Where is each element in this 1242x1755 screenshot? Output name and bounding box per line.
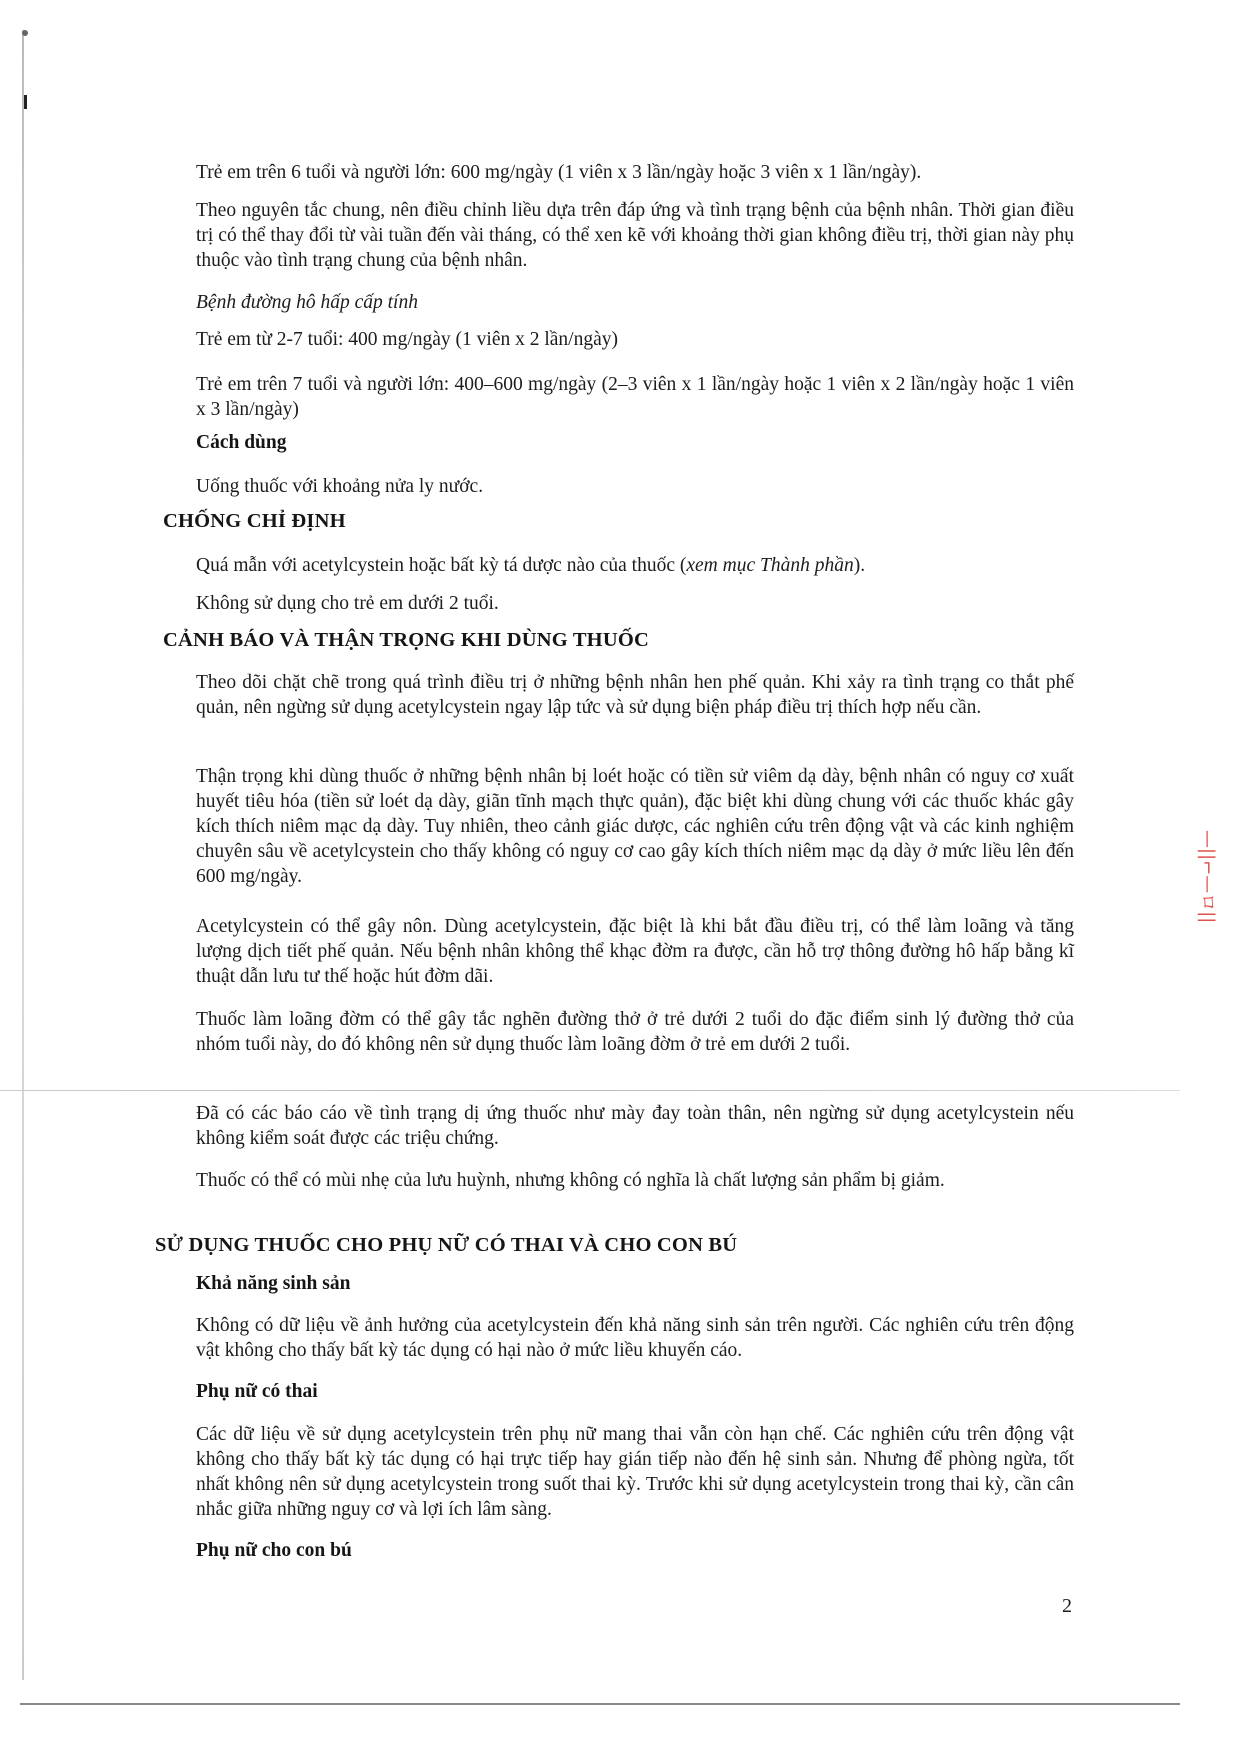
warning-paragraph-6: Thuốc có thể có mùi nhẹ của lưu huỳnh, nhưng không có nghĩa là chất lượng sản phẩm bị giảm. <box>196 1170 945 1191</box>
dosing-acute-2-7: Trẻ em từ 2-7 tuổi: 400 mg/ngày (1 viên x 2 lần/ngày) <box>196 329 619 350</box>
contraindication-text: Quá mẫn với acetylcystein hoặc bất kỳ tá dược nào của thuốc ( <box>196 555 687 576</box>
page-number: 2 <box>1062 1595 1072 1617</box>
dosing-over-6: Trẻ em trên 6 tuổi và người lớn: 600 mg/ngày (1 viên x 3 lần/ngày hoặc 3 viên x 1 lần/ngày). <box>196 162 922 183</box>
scan-edge-shadow <box>22 30 24 1680</box>
bottom-rule <box>20 1703 1180 1705</box>
breastfeeding-title: Phụ nữ cho con bú <box>196 1540 352 1561</box>
pregnancy-heading: SỬ DỤNG THUỐC CHO PHỤ NỮ CÓ THAI VÀ CHO CON BÚ <box>155 1234 738 1256</box>
contraindication-item-1 <box>196 553 865 578</box>
contraindications-heading: CHỐNG CHỈ ĐỊNH <box>163 510 346 532</box>
warnings-heading: CẢNH BÁO VÀ THẬN TRỌNG KHI DÙNG THUỐC <box>163 629 649 651</box>
warning-paragraph-1: Theo dõi chặt chẽ trong quá trình điều trị ở những bệnh nhân hen phế quản. Khi xảy ra tình trạng co thắt phế quản, nên ngừng sử dụng acetylcystein ngay lập tức và sử dụng biện pháp điều trị thích hợp nếu cần. <box>196 672 1074 718</box>
dosing-general: Theo nguyên tắc chung, nên điều chỉnh liều dựa trên đáp ứng và tình trạng bệnh của bệnh nhân. Thời gian điều trị có thể thay đổi từ vài tuần đến vài tháng, có thể xen kẽ với khoảng thời gian không điều trị, thời gian này phụ thuộc vào tình trạng chung của bệnh nhân. <box>196 200 1074 271</box>
fertility-text: Không có dữ liệu về ảnh hưởng của acetylcystein đến khả năng sinh sản trên người. Các nghiên cứu trên động vật không cho thấy bất kỳ tác dụng có hại nào ở mức liều khuyến cáo. <box>196 1315 1074 1361</box>
warning-paragraph-5: Đã có các báo cáo về tình trạng dị ứng thuốc như mày đay toàn thân, nên ngừng sử dụng acetylcystein nếu không kiểm soát được các triệu chứng. <box>196 1103 1074 1149</box>
fertility-title: Khả năng sinh sản <box>196 1273 351 1294</box>
contraindication-item-2: Không sử dụng cho trẻ em dưới 2 tuổi. <box>196 593 499 614</box>
warning-paragraph-3: Acetylcystein có thể gây nôn. Dùng acetylcystein, đặc biệt là khi bắt đầu điều trị, có thể làm loãng và tăng lượng dịch tiết phế quản. Nếu bệnh nhân không thể khạc đờm ra được, cần hỗ trợ thông đường hô hấp bằng kĩ thuật dẫn lưu tư thế hoặc hút đờm dãi. <box>196 916 1074 987</box>
warning-paragraph-4: Thuốc làm loãng đờm có thể gây tắc nghẽn đường thở ở trẻ dưới 2 tuổi do đặc điểm sinh lý đường thở của nhóm tuổi này, do đó không nên sử dụng thuốc làm loãng đờm ở trẻ em dưới 2 tuổi. <box>196 1009 1074 1055</box>
usage-title: Cách dùng <box>196 432 287 453</box>
dosing-acute-over-7: Trẻ em trên 7 tuổi và người lớn: 400–600 mg/ngày (2–3 viên x 1 lần/ngày hoặc 1 viên x 2 lần/ngày hoặc 1 viên x 3 lần/ngày) <box>196 374 1074 420</box>
warning-paragraph-2: Thận trọng khi dùng thuốc ở những bệnh nhân bị loét hoặc có tiền sử viêm dạ dày, bệnh nhân có nguy cơ xuất huyết tiêu hóa (tiền sử loét dạ dày, giãn tĩnh mạch thực quản), đặc biệt khi dùng chung với các thuốc khác gây kích thích niêm mạc dạ dày. Tuy nhiên, theo cảnh giác dược, các nghiên cứu trên động vật và các kinh nghiệm chuyên sâu về acetylcystein cho thấy không có nguy cơ cao gây kích thích niêm mạc dạ dày ở mức liều lên đến 600 mg/ngày. <box>196 766 1074 887</box>
page-fold-line <box>0 1090 1180 1091</box>
pregnant-women-title: Phụ nữ có thai <box>196 1381 318 1402</box>
scan-speck <box>24 95 27 109</box>
acute-respiratory-title: Bệnh đường hô hấp cấp tính <box>196 292 418 313</box>
contraindication-reference: xem mục Thành phần <box>686 555 854 576</box>
usage-text: Uống thuốc với khoảng nửa ly nước. <box>196 476 484 497</box>
red-stamp-edge: —||⌐—ロ|| <box>1197 830 1218 924</box>
contraindication-suffix: ). <box>853 555 866 576</box>
pregnant-women-text: Các dữ liệu về sử dụng acetylcystein trên phụ nữ mang thai vẫn còn hạn chế. Các nghiên cứu trên động vật không cho thấy bất kỳ tác dụng có hại trực tiếp hay gián tiếp nào đến hệ sinh sản. Nhưng để phòng ngừa, tốt nhất không nên sử dụng acetylcystein trong suốt thai kỳ. Trước khi sử dụng acetylcystein trong thai kỳ, cần cân nhắc giữa những nguy cơ và lợi ích lâm sàng. <box>196 1424 1074 1520</box>
scan-speck <box>22 30 28 36</box>
